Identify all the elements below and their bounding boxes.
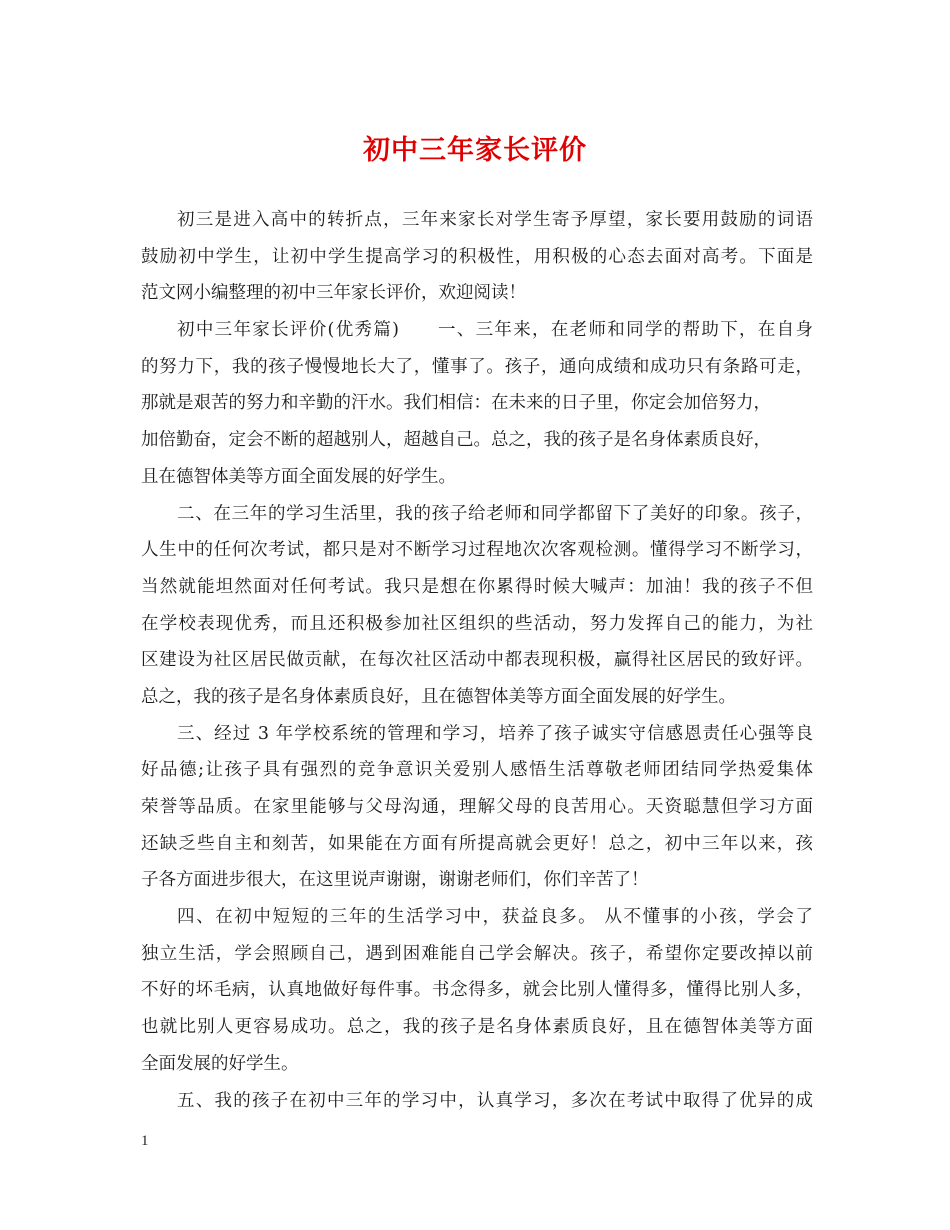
text-line: 好品德;让孩子具有强烈的竞争意识关爱别人感悟生活尊敬老师团结同学热爱集体 <box>141 760 813 781</box>
text-line: 当然就能坦然面对任何考试。我只是想在你累得时候大喊声：加油！我的孩子不但 <box>141 576 813 597</box>
text-line: 人生中的任何次考试，都只是对不断学习过程地次次客观检测。懂得学习不断学习， <box>141 540 813 561</box>
document-body <box>141 202 813 1119</box>
text-line: 那就是艰苦的努力和辛勤的汗水。我们相信：在未来的日子里，你定会加倍努力， <box>141 393 771 414</box>
page-number: 1 <box>141 1133 149 1149</box>
text-line: 加倍勤奋，定会不断的超越别人，超越自己。总之，我的孩子是名身体素质良好， <box>141 430 771 451</box>
text-line: 子各方面进步很大，在这里说声谢谢，谢谢老师们，你们辛苦了！ <box>141 870 649 891</box>
text-line: 范文网小编整理的初中三年家长评价，欢迎阅读！ <box>141 283 526 304</box>
text-line: 初中三年家长评价(优秀篇) 一、三年来，在老师和同学的帮助下，在自身 <box>177 320 813 341</box>
text-line: 全面发展的好学生。 <box>141 1053 299 1074</box>
text-line: 四、在初中短短的三年的生活学习中，获益良多。 从不懂事的小孩，学会了 <box>177 907 813 928</box>
text-line: 还缺乏些自主和刻苦，如果能在方面有所提高就会更好！总之，初中三年以来，孩 <box>141 833 813 854</box>
document-title: 初中三年家长评价 <box>363 135 587 166</box>
text-line: 三、经过 3 年学校系统的管理和学习，培养了孩子诚实守信感恩责任心强等良 <box>177 723 813 744</box>
text-line: 总之，我的孩子是名身体素质良好，且在德智体美等方面全面发展的好学生。 <box>141 686 736 707</box>
text-line: 二、在三年的学习生活里，我的孩子给老师和同学都留下了美好的印象。孩子， <box>177 503 813 524</box>
text-line: 在学校表现优秀，而且还积极参加社区组织的些活动，努力发挥自己的能力，为社 <box>141 613 813 634</box>
text-line: 初三是进入高中的转折点，三年来家长对学生寄予厚望，家长要用鼓励的词语 <box>177 210 813 230</box>
text-line: 独立生活，学会照顾自己，遇到困难能自己学会解决。孩子，希望你定要改掉以前 <box>141 943 813 964</box>
text-line: 荣誉等品质。在家里能够与父母沟通，理解父母的良苦用心。天资聪慧但学习方面 <box>141 797 813 817</box>
text-line: 且在德智体美等方面全面发展的好学生。 <box>141 466 456 487</box>
text-line: 鼓励初中学生，让初中学生提高学习的积极性，用积极的心态去面对高考。下面是 <box>141 246 813 267</box>
text-line: 区建设为社区居民做贡献，在每次社区活动中都表现积极，赢得社区居民的致好评。 <box>141 650 813 671</box>
text-line: 的努力下，我的孩子慢慢地长大了，懂事了。孩子，通向成绩和成功只有条路可走， <box>141 356 813 377</box>
text-line: 五、我的孩子在初中三年的学习中，认真学习，多次在考试中取得了优异的成 <box>177 1090 813 1111</box>
text-line: 也就比别人更容易成功。总之，我的孩子是名身体素质良好，且在德智体美等方面 <box>141 1017 813 1038</box>
text-line: 不好的坏毛病，认真地做好每件事。书念得多，就会比别人懂得多，懂得比别人多， <box>141 980 813 1001</box>
